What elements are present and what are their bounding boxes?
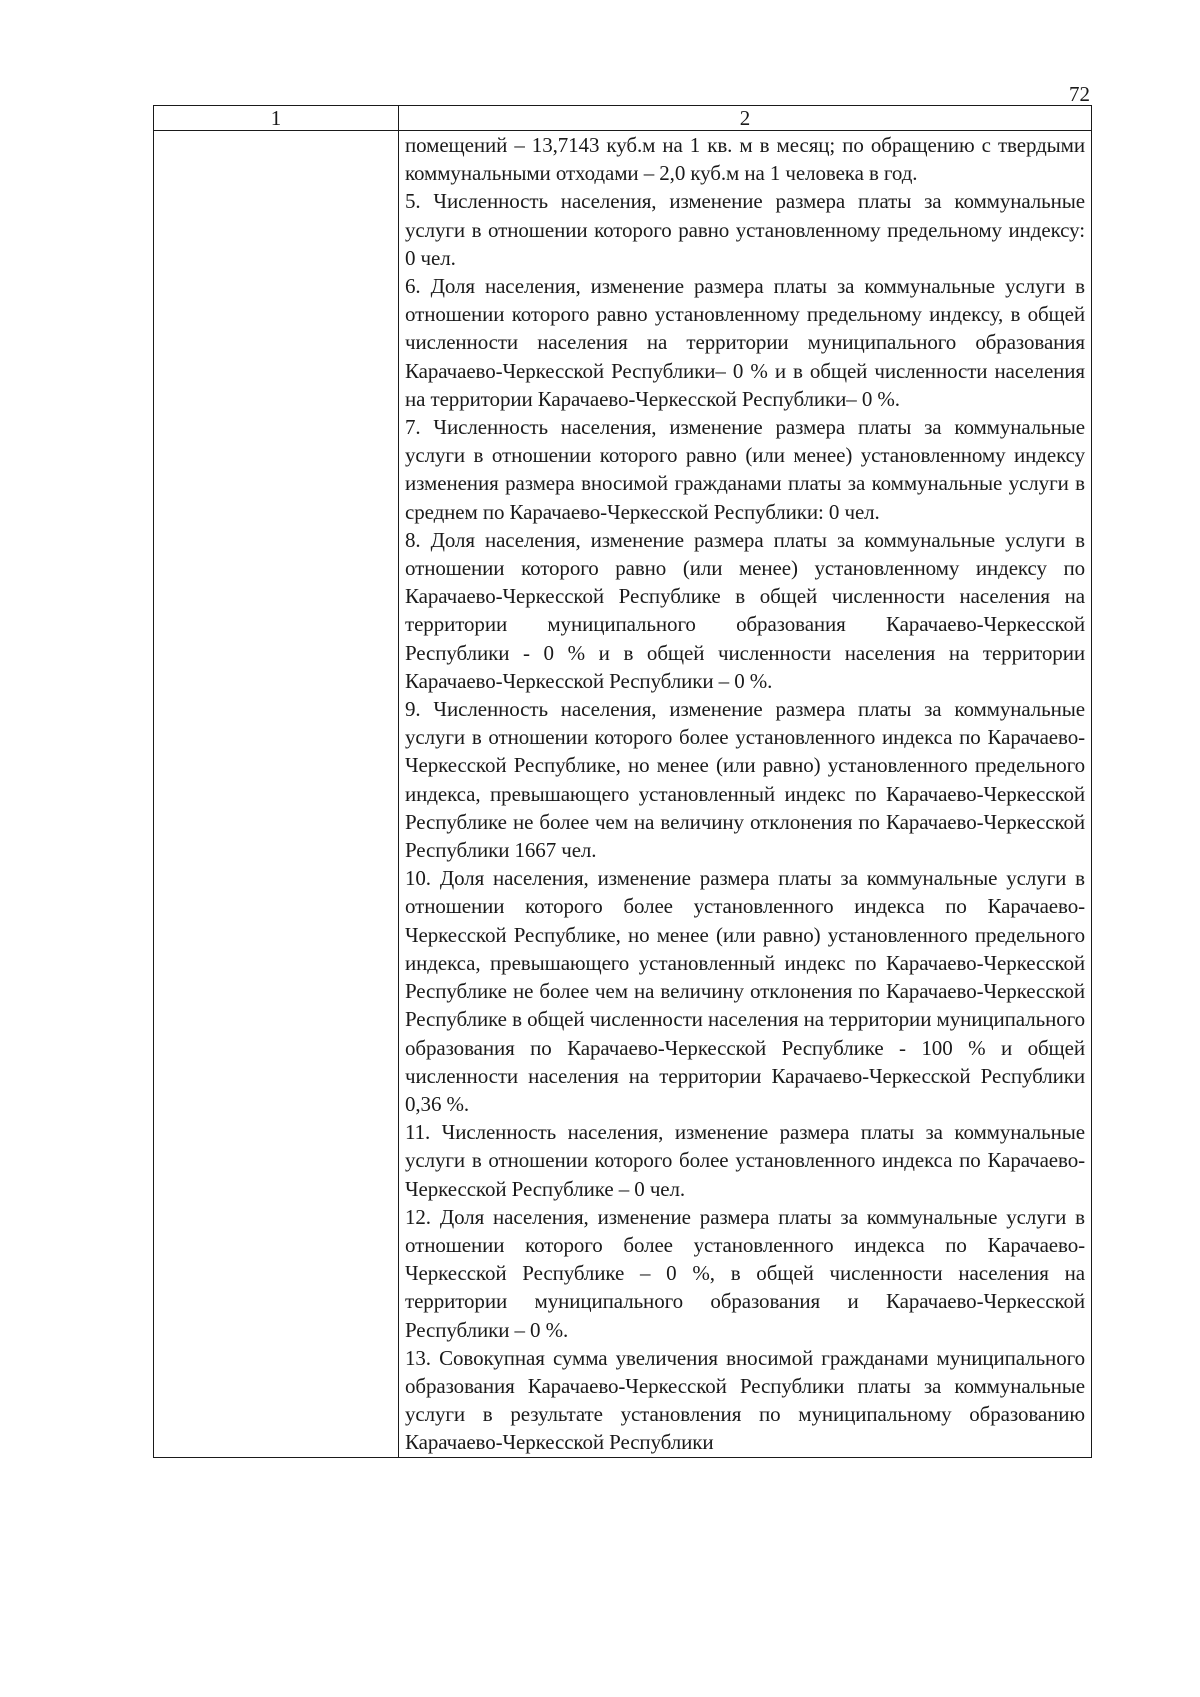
paragraph-item-11: 11. Численность населения, изменение размера платы за коммунальные услуги в отношении которого более установленного индекса по Карачаево-Черкесской Республике – 0 чел. — [405, 1120, 1085, 1201]
paragraph-item-7: 7. Численность населения, изменение размера платы за коммунальные услуги в отношении которого равно (или менее) установленному индексу изменения размера вносимой гражданами платы за коммунальные услуги в среднем по Карачаево-Черкесской Республики: 0 чел. — [405, 415, 1085, 524]
paragraph-item-6: 6. Доля населения, изменение размера платы за коммунальные услуги в отношении которого равно установленному предельному индексу, в общей численности населения на территории муниципального образования Карачаево-Черкесской Республики– 0 % и в общей численности населения на территории Карачаево-Черкесской Республики– 0 %. — [405, 274, 1085, 411]
paragraph-item-13: 13. Совокупная сумма увеличения вносимой гражданами муниципального образования Карачаево-Черкесской Республики платы за коммунальные услуги в результате установления по муниципальному образованию Карачаево-Черкесской Республики — [405, 1345, 1085, 1455]
page-number: 72 — [1069, 82, 1090, 106]
paragraph-item-8: 8. Доля населения, изменение размера платы за коммунальные услуги в отношении которого равно (или менее) установленному индексу по Карачаево-Черкесской Республике в общей численности населения на территории муниципального образования Карачаево-Черкесской Республики - 0 % и в общей численности населения на территории Карачаево-Черкесской Республики – 0 %. — [405, 527, 1085, 693]
table-header-row — [154, 106, 1092, 131]
document-table — [153, 105, 1092, 1458]
content-cell — [399, 131, 1092, 1458]
paragraph-item-10: 10. Доля населения, изменение размера платы за коммунальные услуги в отношении которого более установленного индекса по Карачаево-Черкесской Республике, но менее (или равно) установленного предельного индекса, превышающего установленный индекс по Карачаево-Черкесской Республике не более чем на величину отклонения по Карачаево-Черкесской Республике в общей численности населения на территории муниципального образования по Карачаево-Черкесской Республике - 100 % и общей численности населения на территории Карачаево-Черкесской Республики 0,36 %. — [405, 866, 1085, 1116]
table-row — [154, 131, 1092, 1458]
paragraph-item-9: 9. Численность населения, изменение размера платы за коммунальные услуги в отношении которого более установленного индекса по Карачаево-Черкесской Республике, но менее (или равно) установленного предельного индекса, превышающего установленный индекс по Карачаево-Черкесской Республике не более чем на величину отклонения по Карачаево-Черкесской Республики 1667 чел. — [405, 697, 1085, 863]
paragraph-continuation: помещений – 13,7143 куб.м на 1 кв. м в месяц; по обращению с твердыми коммунальными отходами – 2,0 куб.м на 1 человека в год. — [405, 133, 1085, 186]
column-header-2: 2 — [399, 106, 1092, 131]
paragraph-item-5: 5. Численность населения, изменение размера платы за коммунальные услуги в отношении которого равно установленному предельному индексу: 0 чел. — [405, 189, 1085, 270]
column-header-1: 1 — [154, 106, 399, 131]
left-column-cell — [154, 131, 399, 1458]
paragraph-item-12: 12. Доля населения, изменение размера платы за коммунальные услуги в отношении которого более установленного индекса по Карачаево-Черкесской Республике – 0 %, в общей численности населения на территории муниципального образования и Карачаево-Черкесской Республики – 0 %. — [405, 1204, 1085, 1342]
